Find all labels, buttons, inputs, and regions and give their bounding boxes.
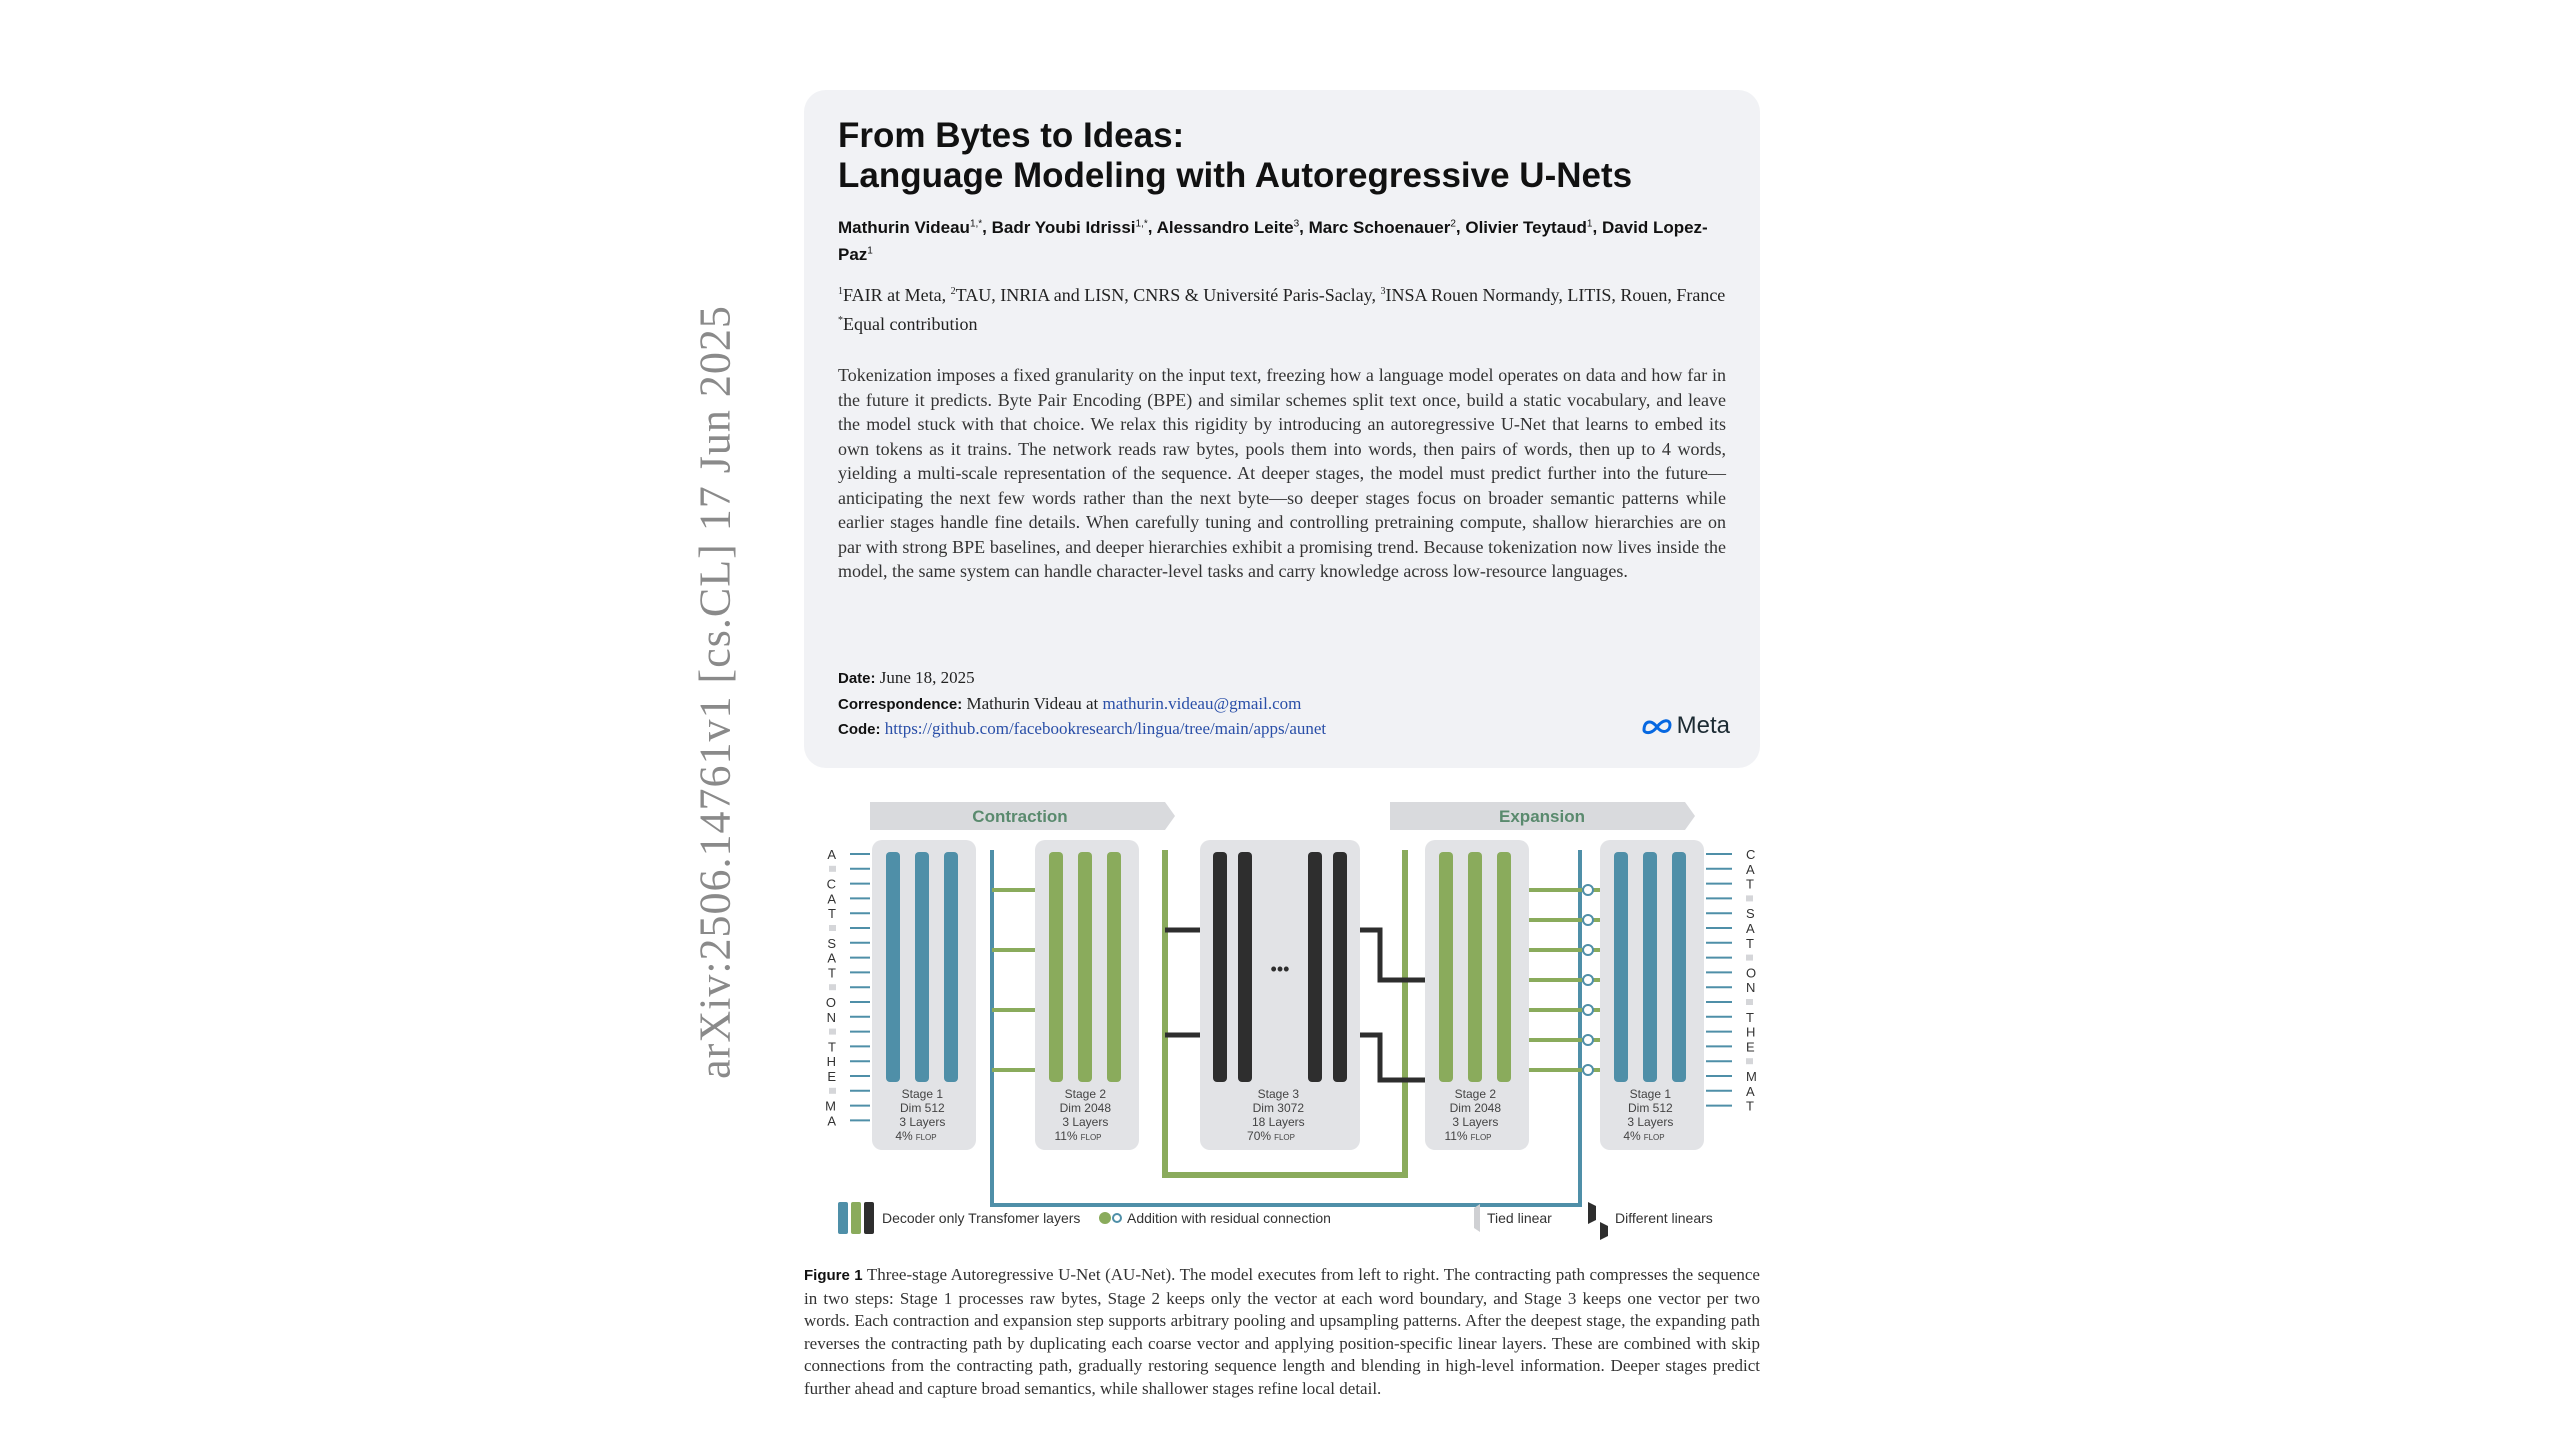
stage2-out-label: Stage 2 Dim 2048 3 Layers 11% FLOP <box>1444 1087 1502 1143</box>
expansion-label: Expansion <box>1499 807 1585 826</box>
stage1-out-label: Stage 1 Dim 512 3 Layers 4% FLOP <box>1623 1087 1674 1143</box>
correspondence-row: Correspondence: Mathurin Videau at mathurin.videau@gmail.com <box>838 693 1302 713</box>
sequence-letter: M <box>825 1098 836 1114</box>
title-line-1: From Bytes to Ideas: <box>838 116 1185 155</box>
author-3: Alessandro Leite$^3$ <box>1156 217 1300 237</box>
layer-bar <box>1497 852 1511 1082</box>
sequence-letter: T <box>1746 876 1754 892</box>
input-byte-sequence <box>825 847 870 1128</box>
sequence-letter: E <box>827 1069 836 1084</box>
legend-different-label: Different linears <box>1615 1210 1713 1226</box>
meta-infinity-icon <box>1641 717 1673 735</box>
sequence-letter: T <box>1746 935 1754 951</box>
paper-header-card <box>804 90 1760 768</box>
addition-node <box>1583 1005 1593 1015</box>
legend-dark-swatch <box>864 1202 874 1234</box>
space-token <box>1746 999 1753 1005</box>
legend-decoder-label: Decoder only Transfomer layers <box>882 1210 1081 1226</box>
legend-green-swatch <box>851 1202 861 1234</box>
sequence-letter: C <box>1746 847 1756 862</box>
paper-title <box>838 116 1726 196</box>
stage1-out-layers <box>1614 852 1686 1082</box>
space-token <box>1746 955 1753 961</box>
sequence-letter: O <box>825 995 836 1010</box>
email-link[interactable]: mathurin.videau@gmail.com <box>1102 693 1302 713</box>
layer-bar <box>1643 852 1657 1082</box>
space-token <box>829 925 836 931</box>
stage3-to-stage2-upsample <box>1360 930 1425 1080</box>
layer-bar <box>1614 852 1628 1082</box>
meta-logo: Meta <box>1641 712 1730 740</box>
addition-node <box>1583 1035 1593 1045</box>
stage2-out-layers <box>1439 852 1511 1082</box>
title-line-2: Language Modeling with Autoregressive U-Nets <box>838 156 1633 195</box>
addition-node <box>1583 945 1593 955</box>
legend-tied-label: Tied linear <box>1487 1210 1552 1226</box>
layer-bar <box>1333 852 1347 1082</box>
legend-addition-label: Addition with residual connection <box>1127 1210 1331 1226</box>
sequence-letter: N <box>1746 980 1756 996</box>
sequence-letter: T <box>828 1039 836 1055</box>
stage2-in-label: Stage 2 Dim 2048 3 Layers 11% FLOP <box>1054 1087 1112 1143</box>
figure-caption <box>804 1264 1760 1400</box>
addition-node <box>1583 915 1593 925</box>
layer-bar <box>944 852 958 1082</box>
sequence-letter: O <box>1746 965 1757 981</box>
stage3-label: Stage 3 Dim 3072 18 Layers 70% FLOP <box>1247 1087 1305 1143</box>
legend-different-icon <box>1588 1202 1608 1240</box>
stage1-in-label: Stage 1 Dim 512 3 Layers 4% FLOP <box>895 1087 946 1143</box>
space-token <box>829 866 836 872</box>
sequence-letter: E <box>1746 1039 1755 1055</box>
addition-node <box>1583 885 1593 895</box>
au-net-diagram <box>820 790 1760 1250</box>
legend-tied-icon <box>1474 1204 1480 1232</box>
legend-addition-icon <box>1099 1212 1111 1224</box>
stage2-to-stage3-pool <box>1165 930 1200 1035</box>
output-byte-sequence <box>1706 847 1757 1114</box>
sequence-letter: H <box>826 1054 836 1070</box>
paper-metadata <box>838 666 1326 743</box>
space-token <box>1746 895 1753 901</box>
abstract: Tokenization imposes a fixed granularity on the input text, freezing how a language model operates on data and how far in the future it predicts. Byte Pair Encoding (BPE) and similar schemes split text once, build a static vocabulary, and leave the model stuck with that choice. We relax this rigidity by introducing an autoregressive U-Net that learns to embed its own tokens as it trains. The network reads raw bytes, pools them into words, then pairs of words, then up to 4 words, yielding a multi-scale representation of the sequence. At deeper stages, the model must predict further into the future—anticipating the next few words rather than the next byte—so deeper stages focus on broader semantic patterns while earlier stages handle fine details. When carefully tuning and controlling pretraining compute, shallow hierarchies are on par with strong BPE baselines, and deeper hierarchies exhibit a promising trend. Because tokenization now lives inside the model, the same system can handle character-level tasks and carry knowledge across low-resource languages. <box>838 365 1726 582</box>
space-token <box>829 1029 836 1035</box>
code-link[interactable]: https://github.com/facebookresearch/lingua/tree/main/apps/aunet <box>884 719 1327 738</box>
code-row: Code: https://github.com/facebookresearch/lingua/tree/main/apps/aunet <box>838 719 1327 738</box>
contraction-label: Contraction <box>972 807 1068 826</box>
layer-bar <box>1468 852 1482 1082</box>
caption-text: Three-stage Autoregressive U-Net (AU-Net). The model executes from left to right. The contracting path compresses the sequence in two steps: Stage 1 processes raw bytes, Stage 2 keeps only the vector at each word boundary, and Stage 3 keeps one vector per two words. Each contraction and expansion step supports arbitrary pooling and upsampling patterns. After the deepest stage, the expanding path reverses the contracting path by duplicating each coarse vector and applying position-specific linear layers. These are combined with skip connections from the contracting path, gradually restoring sequence length and blending in high-level information. Deeper stages predict further ahead and capture broad semantics, while shallower stages refine local detail. <box>804 1265 1760 1398</box>
layer-bar <box>1439 852 1453 1082</box>
sequence-letter: A <box>1746 861 1755 877</box>
affiliations: $^1$FAIR at Meta, $^2$TAU, INRIA and LISN, CNRS & Université Paris-Saclay, $^3$INSA Rouen Normandy, LITIS, Rouen, France *Equal contribution <box>838 285 1726 335</box>
legend-blue-swatch <box>838 1202 848 1234</box>
residual-addition-nodes <box>1583 885 1593 1075</box>
date-row: Date: June 18, 2025 <box>838 668 975 687</box>
sequence-letter: A <box>1746 921 1755 936</box>
sequence-letter: M <box>1746 1069 1757 1084</box>
layer-bar <box>915 852 929 1082</box>
space-token <box>1746 1058 1753 1064</box>
stage2-in-layers <box>1049 852 1121 1082</box>
author-5: Olivier Teytaud$^1$ <box>1465 217 1593 237</box>
author-6: David Lopez-Paz$^1$ <box>838 217 1708 265</box>
figure-legend <box>838 1202 1713 1240</box>
author-4: Marc Schoenauer$^2$ <box>1308 217 1456 237</box>
layer-bar <box>1213 852 1227 1082</box>
sequence-letter: T <box>828 965 836 981</box>
addition-node <box>1583 975 1593 985</box>
layer-bar <box>1238 852 1252 1082</box>
sequence-letter: A <box>827 847 836 862</box>
layer-bar <box>1107 852 1121 1082</box>
space-token <box>829 1088 836 1094</box>
sequence-letter: A <box>1746 1083 1755 1099</box>
layer-bar <box>1049 852 1063 1082</box>
author-list: Mathurin Videau$^{1,*}$, Badr Youbi Idrissi$^{1,*}$, Alessandro Leite$^3$, Marc Schoenauer$^2$, Olivier Teytaud$^1$, David Lopez-Paz$^1$ <box>838 217 1708 265</box>
sequence-letter: A <box>827 1113 836 1129</box>
caption-label: Figure 1 <box>804 1267 863 1284</box>
stage1-in-layers <box>886 852 958 1082</box>
layer-bar <box>1078 852 1092 1082</box>
legend-addition-small-icon <box>1113 1214 1121 1222</box>
addition-node <box>1583 1065 1593 1075</box>
sequence-letter: C <box>826 876 836 892</box>
layer-bar <box>886 852 900 1082</box>
sequence-letter: S <box>827 935 836 951</box>
sequence-letter: T <box>1746 1098 1754 1114</box>
space-token <box>829 984 836 990</box>
sequence-letter: A <box>827 950 836 966</box>
sequence-letter: S <box>1746 906 1755 922</box>
sequence-letter: N <box>826 1009 836 1025</box>
author-2: Badr Youbi Idrissi$^{1,*}$ <box>991 217 1148 237</box>
sequence-letter: T <box>828 906 836 922</box>
stage1-to-stage2-pool <box>992 890 1035 1070</box>
stage3-ellipsis: ••• <box>1270 959 1290 979</box>
sequence-letter: T <box>1746 1009 1754 1025</box>
author-1: Mathurin Videau$^{1,*}$ <box>838 217 983 237</box>
layer-bar <box>1672 852 1686 1082</box>
layer-bar <box>1308 852 1322 1082</box>
sequence-letter: A <box>827 891 836 907</box>
sequence-letter: H <box>1746 1024 1756 1040</box>
arxiv-identifier: arXiv:2506.14761v1 [cs.CL] 17 Jun 2025 <box>690 305 740 1079</box>
